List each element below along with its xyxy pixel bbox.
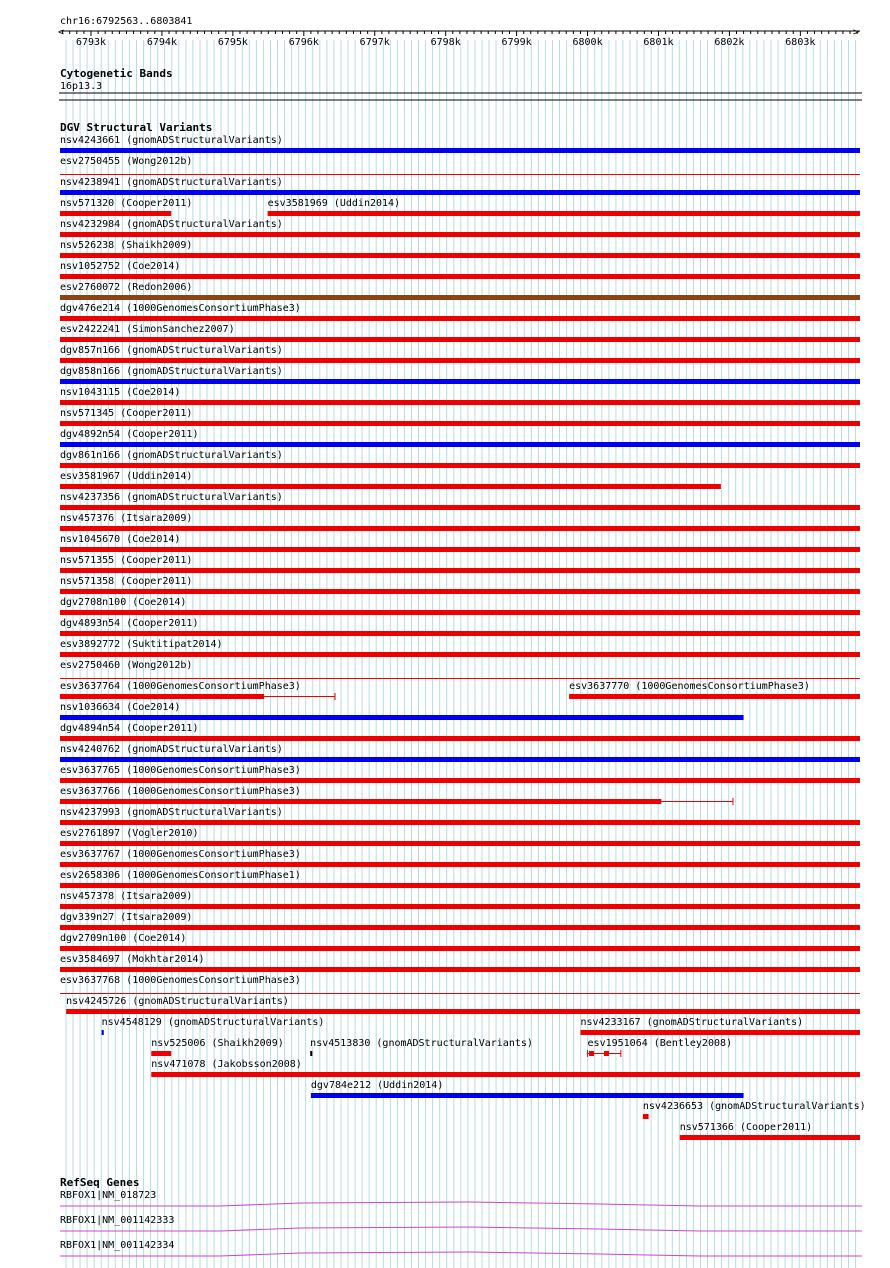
variant-block: [604, 1051, 609, 1056]
variant-label: nsv4236653 (gnomADStructuralVariants): [642, 1101, 866, 1112]
variant-label: nsv571320 (Cooper2011): [60, 198, 193, 209]
variant-label: nsv471078 (Jakobsson2008): [151, 1059, 302, 1070]
variant-bar: [60, 337, 860, 342]
variant-bar: [60, 904, 860, 909]
ruler-left-arrow: <: [58, 27, 65, 38]
variant-label: nsv571366 (Cooper2011): [679, 1122, 813, 1133]
variant-bar: [569, 694, 860, 699]
variant-label: nsv1052752 (Coe2014): [60, 261, 181, 272]
variant-label: esv3584697 (Mokhtar2014): [60, 954, 205, 965]
gene-label: RBFOX1|NM_001142334: [60, 1240, 175, 1251]
ruler-tick-label: 6799k: [501, 37, 532, 48]
variant-bar: [60, 505, 860, 510]
variant-label: esv2760072 (Redon2006): [60, 282, 193, 293]
cytogenetic-bands-title: Cytogenetic Bands: [60, 67, 173, 80]
variant-label: esv2750455 (Wong2012b): [60, 156, 193, 167]
variant-bar: [60, 678, 860, 679]
variant-bar: [60, 568, 860, 573]
variant-bar: [60, 694, 264, 699]
variant-label: esv3892772 (Suktitipat2014): [60, 639, 223, 650]
ruler-tick-label: 6793k: [75, 37, 107, 48]
ruler-tick-label: 6798k: [430, 37, 461, 48]
variant-bar: [60, 841, 860, 846]
variant-label: nsv1045670 (Coe2014): [60, 534, 181, 545]
variant-bar: [151, 1051, 171, 1056]
variant-bar: [60, 862, 860, 867]
variant-label: nsv571355 (Cooper2011): [60, 555, 193, 566]
variant-bar: [60, 925, 860, 930]
variant-bar: [60, 883, 860, 888]
variant-label: esv2750460 (Wong2012b): [60, 660, 193, 671]
variant-bar: [60, 148, 860, 153]
variant-label: nsv4237356 (gnomADStructuralVariants): [60, 492, 283, 503]
variant-bar: [60, 652, 860, 657]
variant-label: esv3637765 (1000GenomesConsortiumPhase3): [60, 765, 301, 776]
ruler-tick-label: 6797k: [359, 37, 390, 48]
dgv-structural-variants-track: [60, 135, 866, 1140]
variant-label: nsv1043115 (Coe2014): [60, 387, 181, 398]
variant-bar: [60, 610, 860, 615]
region-label: chr16:6792563..6803841: [60, 16, 193, 27]
variant-bar: [60, 274, 860, 279]
ruler-tick-label: 6801k: [643, 37, 674, 48]
refseq-genes-title: RefSeq Genes: [60, 1176, 140, 1189]
variant-bar: [60, 757, 860, 762]
variant-bar: [60, 211, 171, 216]
variant-label: nsv1036634 (Coe2014): [60, 702, 181, 713]
variant-label: esv3637768 (1000GenomesConsortiumPhase3): [60, 975, 301, 986]
variant-label: nsv4245726 (gnomADStructuralVariants): [66, 996, 289, 1007]
variant-label: nsv571358 (Cooper2011): [60, 576, 193, 587]
variant-bar: [60, 589, 860, 594]
variant-bar: [102, 1030, 104, 1035]
variant-label: nsv4240762 (gnomADStructuralVariants): [60, 744, 283, 755]
variant-bar: [60, 463, 860, 468]
cytoband-label: 16p13.3: [60, 81, 103, 92]
variant-label: nsv4513830 (gnomADStructuralVariants): [310, 1038, 533, 1049]
variant-bar: [580, 1030, 860, 1035]
variant-bar: [60, 295, 860, 300]
variant-bar: [60, 946, 860, 951]
variant-label: dgv4894n54 (Cooper2011): [60, 723, 199, 734]
variant-block: [589, 1051, 594, 1056]
ruler-tick-label: 6796k: [288, 37, 319, 48]
variant-bar: [60, 967, 860, 972]
ruler-tick-label: 6794k: [146, 37, 177, 48]
variant-bar: [60, 316, 860, 321]
variant-label: nsv4238941 (gnomADStructuralVariants): [60, 177, 283, 188]
variant-label: dgv858n166 (gnomADStructuralVariants): [60, 366, 283, 377]
gene-label: RBFOX1|NM_001142333: [60, 1215, 175, 1226]
variant-bar: [60, 400, 860, 405]
variant-bar: [60, 547, 860, 552]
variant-label: esv2422241 (SimonSanchez2007): [60, 324, 235, 335]
ruler-right-arrow: >: [853, 27, 860, 38]
variant-bar: [311, 1093, 744, 1098]
variant-bar: [268, 211, 860, 216]
variant-label: nsv4548129 (gnomADStructuralVariants): [101, 1017, 325, 1028]
variant-label: nsv4237993 (gnomADStructuralVariants): [60, 807, 283, 818]
variant-bar: [60, 174, 860, 175]
variant-bar: [60, 379, 860, 384]
variant-label: esv2658306 (1000GenomesConsortiumPhase1): [60, 870, 301, 881]
variant-label: esv3637766 (1000GenomesConsortiumPhase3): [60, 786, 301, 797]
variant-label: esv3637767 (1000GenomesConsortiumPhase3): [60, 849, 301, 860]
variant-bar: [60, 736, 860, 741]
variant-bar: [60, 442, 860, 447]
variant-bar: [680, 1135, 860, 1140]
variant-label: dgv339n27 (Itsara2009): [60, 912, 193, 923]
variant-bar: [60, 993, 860, 994]
variant-label: dgv476e214 (1000GenomesConsortiumPhase3): [60, 303, 301, 314]
variant-label: dgv784e212 (Uddin2014): [310, 1080, 444, 1091]
variant-label: nsv525006 (Shaikh2009): [151, 1038, 284, 1049]
ruler-tick-label: 6795k: [217, 37, 248, 48]
ruler-tick-label: 6802k: [714, 37, 745, 48]
variant-bar: [151, 1072, 860, 1077]
variant-bar: [60, 778, 860, 783]
variant-bar: [66, 1009, 860, 1014]
variant-label: nsv457378 (Itsara2009): [60, 891, 193, 902]
variant-bar: [60, 253, 860, 258]
dgv-track-title: DGV Structural Variants: [60, 121, 213, 134]
variant-label: nsv4233167 (gnomADStructuralVariants): [580, 1017, 804, 1028]
gene-label: RBFOX1|NM_018723: [60, 1190, 157, 1201]
variant-bar: [60, 715, 744, 720]
variant-label: nsv526238 (Shaikh2009): [60, 240, 193, 251]
variant-bar: [310, 1051, 312, 1056]
variant-label: esv3637764 (1000GenomesConsortiumPhase3): [60, 681, 301, 692]
variant-label: dgv861n166 (gnomADStructuralVariants): [60, 450, 283, 461]
variant-label: dgv2708n100 (Coe2014): [60, 597, 187, 608]
variant-bar: [60, 232, 860, 237]
variant-bar: [60, 799, 661, 804]
variant-label: esv1951064 (Bentley2008): [587, 1038, 733, 1049]
variant-label: dgv857n166 (gnomADStructuralVariants): [60, 345, 283, 356]
variant-label: nsv4232984 (gnomADStructuralVariants): [60, 219, 283, 230]
variant-label: dgv4892n54 (Cooper2011): [60, 429, 199, 440]
variant-bar: [60, 358, 860, 363]
variant-label: nsv571345 (Cooper2011): [60, 408, 193, 419]
variant-label: esv3581967 (Uddin2014): [60, 471, 193, 482]
variant-bar: [60, 484, 721, 489]
variant-bar: [60, 526, 860, 531]
variant-label: dgv2709n100 (Coe2014): [60, 933, 187, 944]
variant-label: nsv457376 (Itsara2009): [60, 513, 193, 524]
variant-bar: [60, 820, 860, 825]
variant-bar: [643, 1114, 649, 1119]
variant-bar: [60, 421, 860, 426]
variant-label: esv3637770 (1000GenomesConsortiumPhase3): [569, 681, 810, 692]
variant-label: esv3581969 (Uddin2014): [267, 198, 401, 209]
variant-label: esv2761897 (Vogler2010): [60, 828, 199, 839]
variant-bar: [60, 631, 860, 636]
variant-bar: [60, 190, 860, 195]
ruler-tick-label: 6800k: [572, 37, 603, 48]
variant-label: nsv4243661 (gnomADStructuralVariants): [60, 135, 283, 146]
ruler-tick-label: 6803k: [785, 37, 816, 48]
variant-label: dgv4893n54 (Cooper2011): [60, 618, 199, 629]
